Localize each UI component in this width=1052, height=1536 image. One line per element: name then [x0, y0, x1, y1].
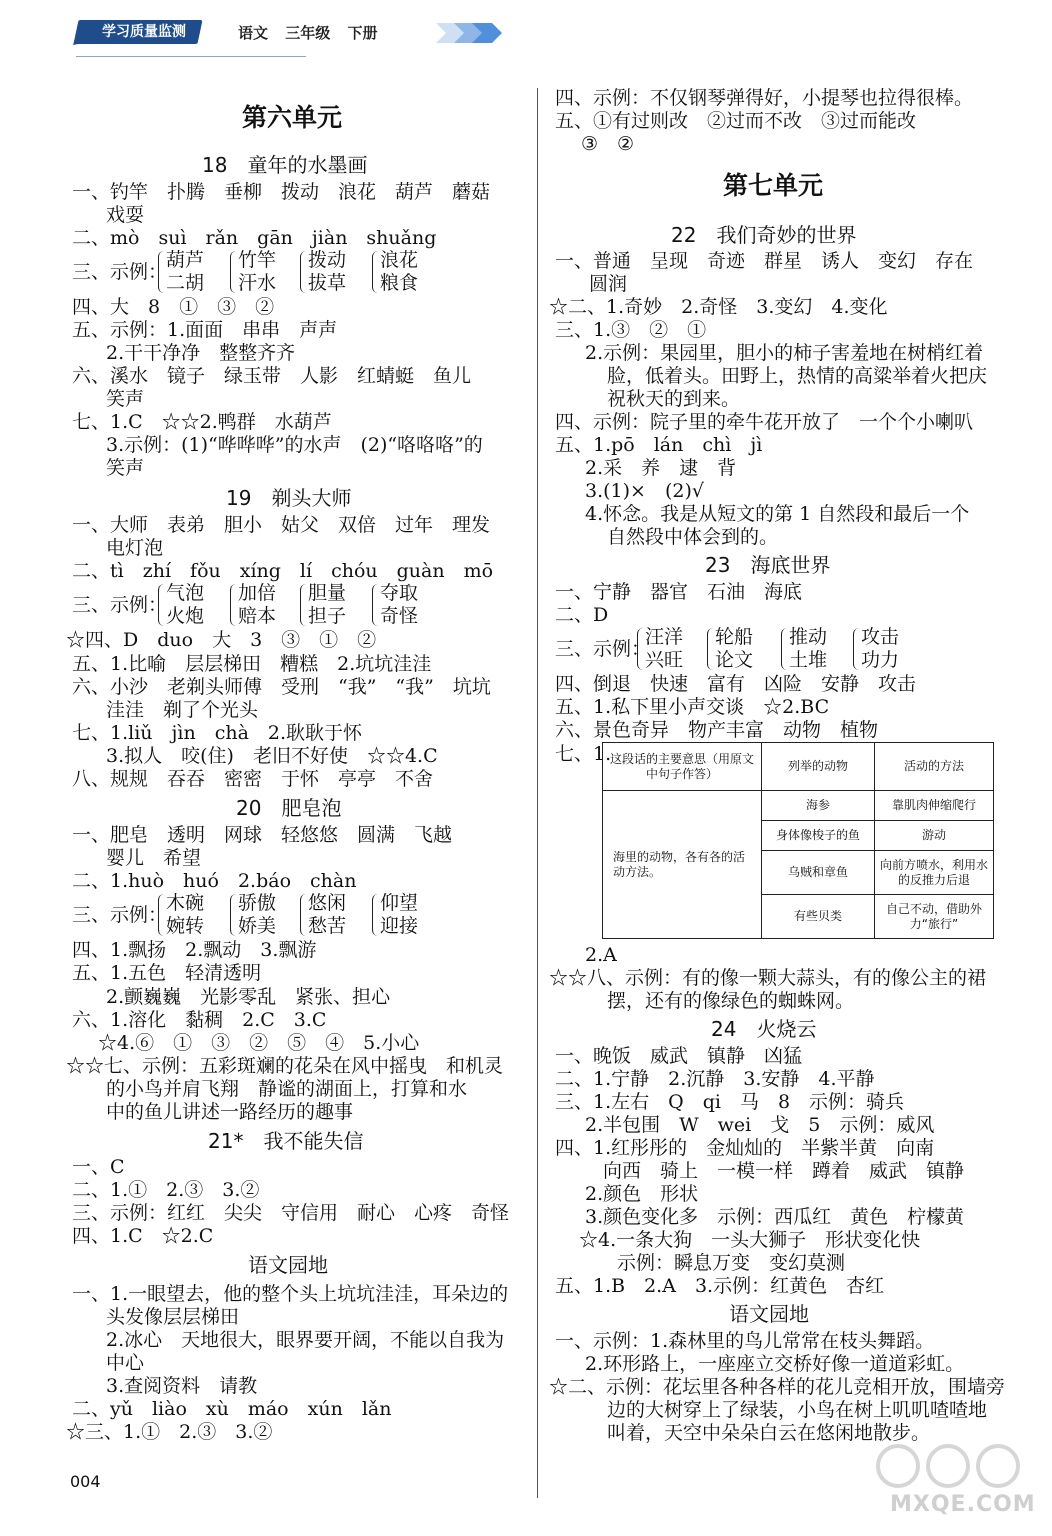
- table-cell: 靠肌肉伸缩爬行: [875, 791, 994, 821]
- answer-line: 圆润: [589, 273, 628, 295]
- answer-line: 二、D: [555, 604, 609, 626]
- answer-line: 八、规规 吞吞 密密 于怀 亭亭 不舍: [72, 768, 434, 790]
- answer-line: 七、1.liǔ jìn chà 2.耿耿于怀: [72, 722, 363, 744]
- answer-line: ☆4.⑥ ① ③ ② ⑤ ④ 5.小心: [98, 1032, 420, 1054]
- table-cell: 向前方喷水，利用水的反推力后退: [875, 851, 994, 895]
- table-cell-main-idea: 海里的动物，各有各的活动方法。: [603, 791, 762, 939]
- answer-line: 二、mò suì rǎn gān jiàn shuǎng: [72, 227, 437, 249]
- answer-line: 中的鱼儿讲述一路经历的趣事: [106, 1101, 354, 1123]
- answer-line: 一、肥皂 透明 网球 轻悠悠 圆满 飞越: [72, 824, 453, 846]
- answer-line: 向西 骑上 一模一样 蹲着 威武 镇静: [603, 1160, 965, 1182]
- lesson-title: 22 我们奇妙的世界: [671, 223, 857, 247]
- book-meta: [238, 22, 390, 43]
- answer-line: 3.查阅资料 请教: [106, 1375, 258, 1397]
- answer-line: 脸，低着头。田野上，热情的高粱举着火把庆: [607, 365, 988, 387]
- table-cell: 有些贝类: [762, 895, 875, 939]
- answer-line: 中心: [106, 1352, 145, 1374]
- answer-line: 四、示例：不仅钢琴弹得好，小提琴也拉得很棒。: [555, 87, 974, 109]
- answer-line: 二、1.宁静 2.沉静 3.安静 4.平静: [555, 1068, 875, 1090]
- table-cell: 自己不动，借助外力“旅行”: [875, 895, 994, 939]
- table-header-cell: 活动的方法: [875, 743, 994, 791]
- answer-line: 五、1.pō lán chì jì: [555, 434, 763, 456]
- table-row: [603, 743, 994, 791]
- section-title: 语文园地: [248, 1253, 328, 1277]
- unit-title: 第七单元: [723, 171, 824, 200]
- answer-line: ☆三、1.① 2.③ 3.②: [66, 1421, 273, 1443]
- answer-line: 六、小沙 老剃头师傅 受刑 “我” “我” 坑坑: [72, 676, 491, 698]
- answer-line: 五、1.五色 轻清透明: [72, 962, 262, 984]
- table-cell: 游动: [875, 821, 994, 851]
- lesson-title: 19 剃头大师: [226, 486, 352, 510]
- page-number: 004: [70, 1472, 101, 1491]
- answer-line: 3.(1)× (2)√: [585, 480, 704, 502]
- answer-line: 四、大 8 ① ③ ②: [72, 296, 275, 318]
- answer-line: 2.颜色 形状: [585, 1183, 699, 1205]
- answer-line: 六、溪水 镜子 绿玉带 人影 红蜻蜓 鱼儿: [72, 365, 472, 387]
- lesson-title: 21* 我不能失信: [208, 1129, 364, 1153]
- answer-line: ③ ②: [581, 133, 635, 155]
- answer-line: 2.半包围 W wei 戈 5 示例：威风: [585, 1114, 935, 1136]
- watermark-logo-icon: [870, 1440, 1040, 1492]
- answer-line: 笑声: [106, 388, 145, 410]
- answer-line: 2.颤巍巍 光影零乱 紧张、担心: [106, 986, 391, 1008]
- table-header-cell: 这段话的主要意思（用原文中句子作答）: [603, 743, 762, 791]
- answer-line: ☆☆七、示例：五彩斑斓的花朵在风中摇曳 和机灵: [66, 1055, 504, 1077]
- answer-line: 四、1.红彤彤的 金灿灿的 半紫半黄 向南: [555, 1137, 935, 1159]
- section-title: 语文园地: [729, 1302, 809, 1326]
- answer-line: 2.采 养 逮 背: [585, 457, 737, 479]
- table-cell: 海参: [762, 791, 875, 821]
- answer-line: 示例：瞬息万变 变幻莫测: [617, 1252, 846, 1274]
- answer-line: 边的大树穿上了绿装，小鸟在树上叽叽喳喳地: [607, 1399, 988, 1421]
- answer-line: 一、钓竿 扑腾 垂柳 拨动 浪花 葫芦 蘑菇: [72, 181, 491, 203]
- table-header-cell: 列举的动物: [762, 743, 875, 791]
- answer-line: 七、1.: [555, 743, 612, 765]
- answer-line: 一、宁静 器官 石油 海底: [555, 581, 803, 603]
- answer-line: 二、1.① 2.③ 3.②: [72, 1179, 260, 1201]
- answer-line: 一、晚饭 威武 镇静 凶猛: [555, 1045, 803, 1067]
- lesson-title: 24 火烧云: [711, 1017, 817, 1041]
- answer-line: 六、景色奇异 物产丰富 动物 植物: [555, 719, 879, 741]
- answer-line: 一、1.一眼望去，他的整个头上坑坑洼洼，耳朵边的: [72, 1283, 509, 1305]
- answer-line: 五、1.比喻 层层梯田 糟糕 2.坑坑洼洼: [72, 653, 432, 675]
- answer-line: 三、1.左右 Q qi 马 8 示例：骑兵: [555, 1091, 905, 1113]
- answer-line: 戏耍: [106, 204, 145, 226]
- answer-line: 四、1.飘扬 2.飘动 3.飘游: [72, 939, 317, 961]
- answer-line: 四、倒退 快速 富有 凶险 安静 攻击: [555, 673, 917, 695]
- answer-line: 五、1.私下里小声交谈 ☆2.BC: [555, 696, 830, 718]
- answer-line: 一、C: [72, 1156, 125, 1178]
- table-cell: 乌贼和章鱼: [762, 851, 875, 895]
- answer-line: 洼洼 剃了个光头: [106, 699, 259, 721]
- answer-line: 的小鸟并肩飞翔 静谧的湖面上，打算和水: [106, 1078, 468, 1100]
- watermark: [870, 1440, 1040, 1530]
- answer-line: 摆，还有的像绿色的蜘蛛网。: [607, 990, 855, 1012]
- answer-line: 一、示例：1.森林里的鸟儿常常在枝头舞蹈。: [555, 1330, 935, 1352]
- answer-line: 四、示例：院子里的牵牛花开放了 一个个小喇叭: [555, 411, 974, 433]
- watermark-text: MXQE.COM: [890, 1492, 1036, 1517]
- term-label: 下册: [347, 24, 378, 42]
- answer-line: ☆二、1.奇妙 2.奇怪 3.变幻 4.变化: [549, 296, 888, 318]
- lesson-title: 18 童年的水墨画: [202, 153, 368, 177]
- answer-line: 三、示例：: [72, 261, 168, 283]
- answer-line: 2.冰心 天地很大，眼界要开阔，不能以自我为: [106, 1329, 505, 1351]
- answer-line: 祝秋天的到来。: [607, 388, 741, 410]
- answer-line: 一、大师 表弟 胆小 姑父 双倍 过年 理发: [72, 514, 491, 536]
- header-rule: [76, 56, 306, 57]
- answer-line: ☆4.一条大狗 一头大狮子 形状变化快: [579, 1229, 921, 1251]
- page-header: [70, 16, 530, 48]
- answer-line: 4.怀念。我是从短文的第 1 自然段和最后一个: [585, 503, 970, 525]
- answer-line: 三、示例：: [72, 594, 168, 616]
- answer-line: 笑声: [106, 457, 145, 479]
- lesson-title: 23 海底世界: [705, 553, 831, 577]
- table-row: [603, 791, 994, 821]
- answer-line: 2.环形路上，一座座立交桥好像一道道彩虹。: [585, 1353, 965, 1375]
- answer-line: 二、1.huò huó 2.báo chàn: [72, 870, 357, 892]
- answer-line: 四、1.C ☆2.C: [72, 1225, 214, 1247]
- answer-line: 三、示例：: [555, 638, 651, 660]
- answer-line: 五、示例：1.面面 串串 声声: [72, 319, 338, 341]
- answer-line: 三、示例：: [72, 904, 168, 926]
- table-cell: 身体像梭子的鱼: [762, 821, 875, 851]
- answer-line: 3.拟人 咬(住) 老旧不好使 ☆☆4.C: [106, 745, 438, 767]
- answer-line: 二、tì zhí fǒu xíng lí chóu guàn mō: [72, 560, 494, 582]
- answer-line: 2.干干净净 整整齐齐: [106, 342, 296, 364]
- answer-line: ☆二、示例：花坛里各种各样的花儿竞相开放，围墙旁: [549, 1376, 1006, 1398]
- answer-line: 七、1.C ☆☆2.鸭群 水葫芦: [72, 411, 332, 433]
- answer-line: 自然段中体会到的。: [607, 526, 779, 548]
- answer-line: ☆☆八、示例：有的像一颗大蒜头，有的像公主的裙: [549, 967, 987, 989]
- answer-line: 一、普通 呈现 奇迹 群星 诱人 变幻 存在: [555, 250, 974, 272]
- answer-line: 头发像层层梯田: [106, 1306, 240, 1328]
- answer-line: 五、1.B 2.A 3.示例：红黄色 杏红: [555, 1275, 885, 1297]
- answer-line: 叫着，天空中朵朵白云在悠闲地散步。: [607, 1422, 931, 1444]
- answer-table: [602, 742, 994, 939]
- answer-line: 六、1.溶化 黏稠 2.C 3.C: [72, 1009, 327, 1031]
- answer-line: 三、1.③ ② ①: [555, 319, 707, 341]
- lesson-title: 20 肥皂泡: [236, 796, 342, 820]
- answer-line: 婴儿 希望: [106, 847, 202, 869]
- column-divider: [537, 88, 538, 1498]
- answer-line: 二、yǔ liào xù máo xún lǎn: [72, 1398, 392, 1420]
- answer-line: 3.示例：(1)“哗哗哗”的水声 (2)“咯咯咯”的: [106, 434, 483, 456]
- answer-line: 五、①有过则改 ②过而不改 ③过而能改: [555, 110, 917, 132]
- chevron-right-icon: [434, 20, 514, 46]
- answer-line: 2.A: [585, 944, 617, 966]
- answer-line: ☆四、D duo 大 3 ③ ① ②: [66, 629, 377, 651]
- grade-label: 三年级: [285, 24, 331, 42]
- unit-title: 第六单元: [242, 103, 343, 132]
- answer-line: 三、示例：红红 尖尖 守信用 耐心 心疼 奇怪: [72, 1202, 510, 1224]
- answer-line: 电灯泡: [106, 537, 164, 559]
- subject-label: 语文: [238, 24, 269, 42]
- answer-line: 2.示例：果园里，胆小的柿子害羞地在树梢红着: [585, 342, 984, 364]
- answer-line: 3.颜色变化多 示例：西瓜红 黄色 柠檬黄: [585, 1206, 965, 1228]
- series-badge: 学习质量监测: [73, 20, 202, 44]
